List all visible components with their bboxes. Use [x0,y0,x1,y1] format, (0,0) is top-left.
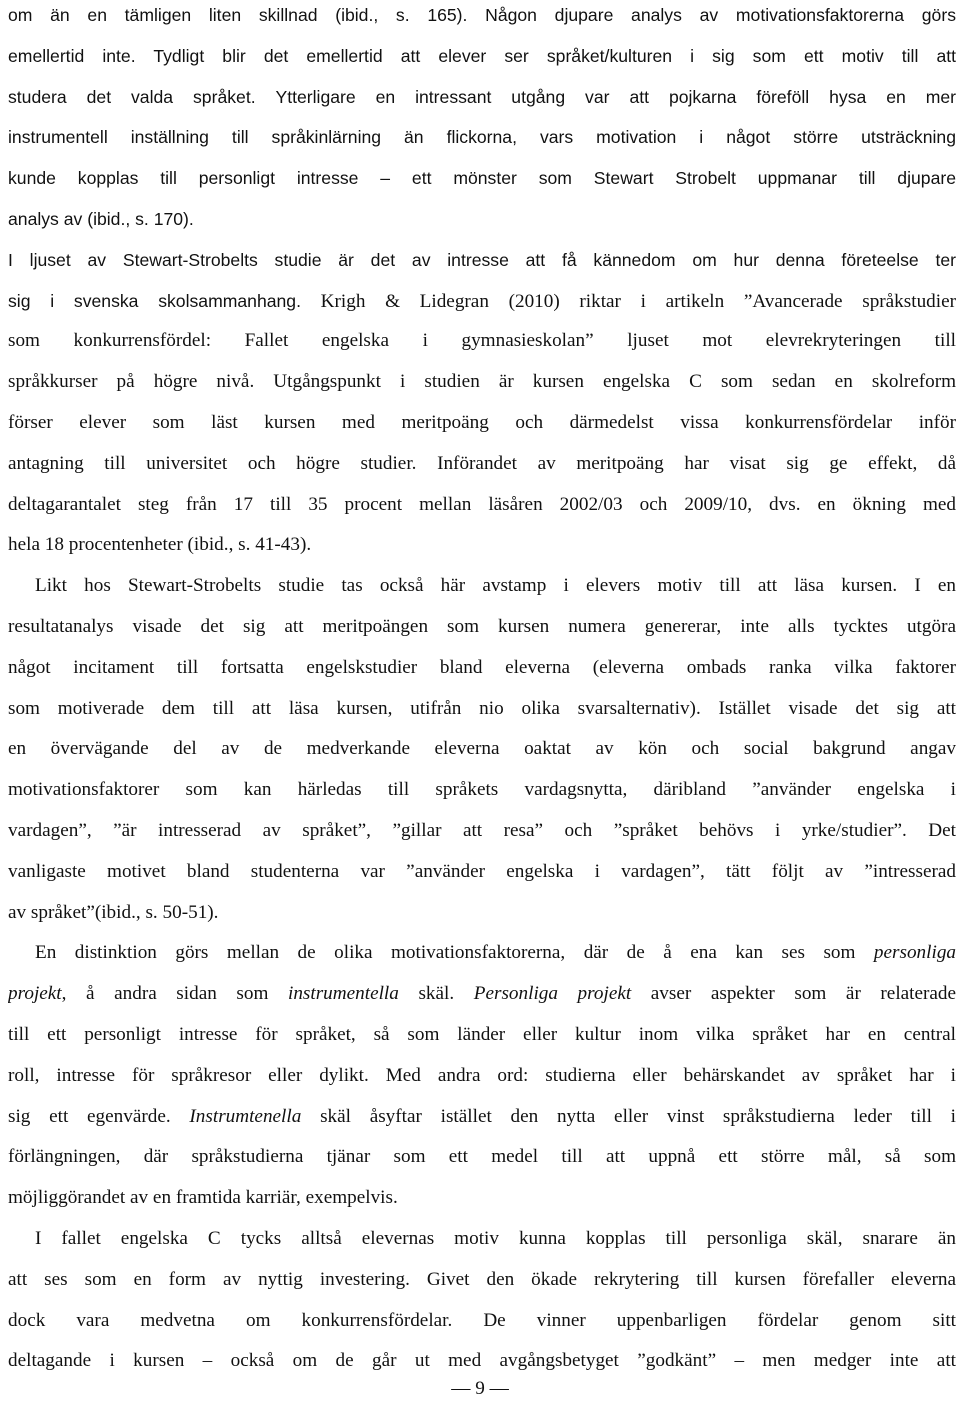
text-line: I fallet engelska C tycks alltså elevernas motiv kunna kopplas till personliga skäl, snarare än [35,1227,956,1249]
text-line: I ljuset av Stewart-Strobelts studie är det av intresse att få kännedom om hur denna företeelse ter [8,249,956,270]
text-line: att ses som en form av nyttig investering. Givet den ökade rekrytering till kursen förefaller eleverna [8,1268,956,1290]
text-fragment: studera det valda språket. [8,86,256,107]
text-line: instrumentell inställning till språkinlärning än flickorna, vars motivation i något större utsträckning [8,127,956,148]
text-line: förlängningen, där språkstudierna tjänar som ett medel till att uppnå ett större mål, så som [8,1146,956,1168]
text-line: vardagen”, ”är intresserad av språket”, ”gillar att resa” och ”språket behövs i yrke/studier”. Det [8,819,956,841]
text-line: av språket”(ibid., s. 50-51). [8,901,219,923]
text-line: en övervägande del av de medverkande eleverna oaktat av kön och social bakgrund angav [8,738,956,760]
text-line: emellertid inte. Tydligt blir det emellertid att elever ser språket/kulturen i sig som ett motiv till att [8,45,956,66]
text-line: något incitament till fortsatta engelskstudier bland eleverna (eleverna ombads ranka vilka faktorer [8,656,956,678]
document-page [8,0,956,1387]
text-fragment: , å andra sidan som [61,983,269,1005]
text-line: som motiverade dem till att läsa kursen, utifrån nio olika svarsalternativ). Istället visade det sig att [8,697,956,719]
text-line: kunde kopplas till personligt intresse – ett mönster som Stewart Strobelt uppmanar till djupare [8,168,956,189]
text-line [8,449,956,490]
text-fragment: Krigh & Lidegran (2010) riktar i artikeln ”Avancerade språkstudier [320,290,956,312]
text-line [8,979,956,1020]
text-line: förser elever som läst kursen med meritpoäng och därmedelst vissa konkurrensfördelar inför [8,411,956,433]
text-line [8,82,956,123]
text-line [8,367,956,408]
text-fragment: skäl åsyftar istället den nytta eller vinst språkstudierna leder till i [320,1105,956,1127]
text-line: analys av (ibid., s. 170). [8,208,194,229]
text-line: dock vara medvetna om konkurrensfördelar. De vinner uppenbarligen fördelar genom sitt [8,1309,956,1331]
text-fragment: sig ett egenvärde. [8,1105,171,1127]
text-fragment: Ytterligare en intressant utgång var att pojkarna föreföll hysa en mer [275,86,956,107]
text-line: motivationsfaktorer som kan härledas till språkets vardagsnytta, däribland ”använder engelska i [8,779,956,801]
text-fragment: avser aspekter som är relaterade [650,983,956,1005]
text-fragment: språkkurser på högre nivå. [8,371,255,393]
text-fragment: skäl. [418,983,455,1005]
text-fragment: Införandet av meritpoäng har visat sig ge effekt, då [437,452,956,474]
text-fragment: sig i svenska skolsammanhang. [8,290,301,311]
italic-term: Instrumtenella [189,1105,302,1127]
text-line: resultatanalys visade det sig att meritpoängen som kursen numera genererar, inte alls tycktes utgöra [8,615,956,637]
text-line [8,938,956,979]
text-line: Likt hos Stewart-Strobelts studie tas också här avstamp i elevers motiv till att läsa kursen. I en [35,575,956,597]
text-fragment: En distinktion görs mellan de olika motivationsfaktorerna, där de å ena kan ses som [35,942,856,964]
text-line: deltagande i kursen – också om de går ut med avgångsbetyget ”godkänt” – men medger inte att [8,1350,956,1372]
text-line: till ett personligt intresse för språket, så som länder eller kultur inom vilka språket har en central [8,1023,956,1045]
text-line: möjliggörandet av en framtida karriär, exempelvis. [8,1187,398,1209]
text-line [8,286,956,327]
italic-term: personliga [873,942,956,964]
page-number: — 9 — [451,1378,509,1399]
text-fragment: antagning till universitet och högre studier. [8,452,417,474]
text-line: roll, intresse för språkresor eller dylikt. Med andra ord: studierna eller behärskandet av språket har i [8,1064,956,1086]
text-line: om än en tämligen liten skillnad (ibid., s. 165). Någon djupare analys av motivationsfaktorerna görs [8,5,956,25]
italic-term: instrumentella [287,983,399,1005]
text-line: deltagarantalet steg från 17 till 35 procent mellan läsåren 2002/03 och 2009/10, dvs. en ökning med [8,493,956,515]
italic-term: projekt [8,983,62,1005]
text-line: hela 18 procentenheter (ibid., s. 41-43). [8,534,312,556]
text-fragment: Utgångspunkt i studien är kursen engelska C som sedan en skolreform [273,371,956,393]
text-line [8,1102,956,1143]
text-line: som konkurrensfördel: Fallet engelska i gymnasieskolan” ljuset mot elevrekryteringen till [8,330,956,352]
text-line: vanligaste motivet bland studenterna var ”använder engelska i vardagen”, tätt följt av ”intresserad [8,860,956,882]
italic-term: Personliga projekt [473,983,632,1005]
